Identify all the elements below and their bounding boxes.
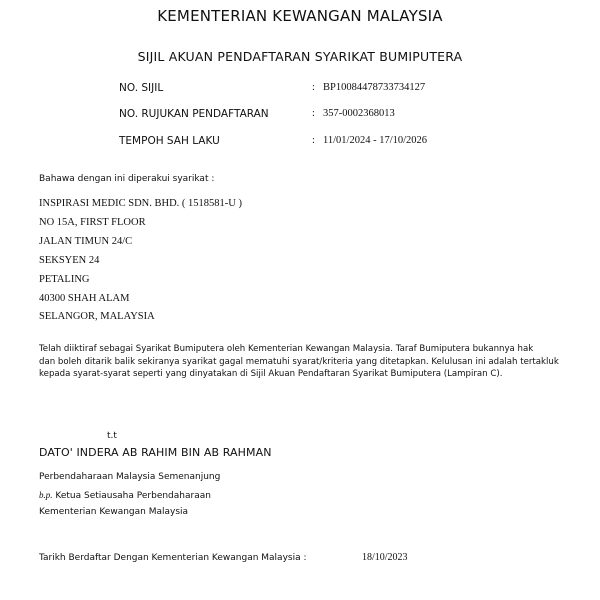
cut-off-footer-text [140,594,440,600]
statement-line: dan boleh ditarik balik sekiranya syarikat gagal mematuhi syarat/kriteria yang ditetapkan. Kelulusan ini adalah tertakluk [39,356,559,367]
info-label: NO. RUJUKAN PENDAFTARAN [119,108,269,120]
statement-line: Telah diiktiraf sebagai Syarikat Bumiputera oleh Kementerian Kewangan Malaysia. Taraf Bumiputera bukannya hak [39,344,534,354]
company-name: INSPIRASI MEDIC SDN. BHD. ( 1518581-U ) [39,198,243,209]
info-label: NO. SIJIL [119,82,164,94]
info-colon: : [312,108,315,119]
signature-tt-mark: t.t [107,431,117,441]
address-line: JALAN TIMUN 24/C [39,235,133,247]
address-line: 40300 SHAH ALAM [39,292,130,304]
info-label: TEMPOH SAH LAKU [119,135,220,147]
address-line: PETALING [39,273,90,285]
info-colon: : [312,135,315,146]
info-value: 357-0002368013 [323,108,395,119]
registration-date-value: 18/10/2023 [362,552,408,563]
ministry-title: KEMENTERIAN KEWANGAN MALAYSIA [157,7,443,25]
statement-line: kepada syarat-syarat seperti yang dinyatakan di Sijil Akuan Pendaftaran Syarikat Bumiputera (Lampiran C). [39,369,503,379]
certificate-title: SIJIL AKUAN PENDAFTARAN SYARIKAT BUMIPUTERA [137,49,463,64]
info-colon: : [312,82,315,93]
address-line: NO 15A, FIRST FLOOR [39,216,146,228]
company-address-block [39,195,242,327]
registration-date-label: Tarikh Berdaftar Dengan Kementerian Kewangan Malaysia : [39,553,307,563]
signatory-name: DATO' INDERA AB RAHIM BIN AB RAHMAN [39,446,272,459]
on-behalf-of-label: b.p. [39,490,53,500]
signatory-department: Perbendaharaan Malaysia Semenanjung [39,472,221,482]
recognition-statement [39,343,559,381]
info-value: 11/01/2024 - 17/10/2026 [323,135,428,146]
intro-text: Bahawa dengan ini diperakui syarikat : [39,174,215,184]
signatory-title-text: Ketua Setiausaha Perbendaharaan [55,491,211,501]
info-value: BP10084478733734127 [323,82,426,93]
address-line: SELANGOR, MALAYSIA [39,311,155,323]
signatory-ministry: Kementerian Kewangan Malaysia [39,507,189,517]
signatory-title [39,490,211,501]
address-line: SEKSYEN 24 [39,254,100,266]
